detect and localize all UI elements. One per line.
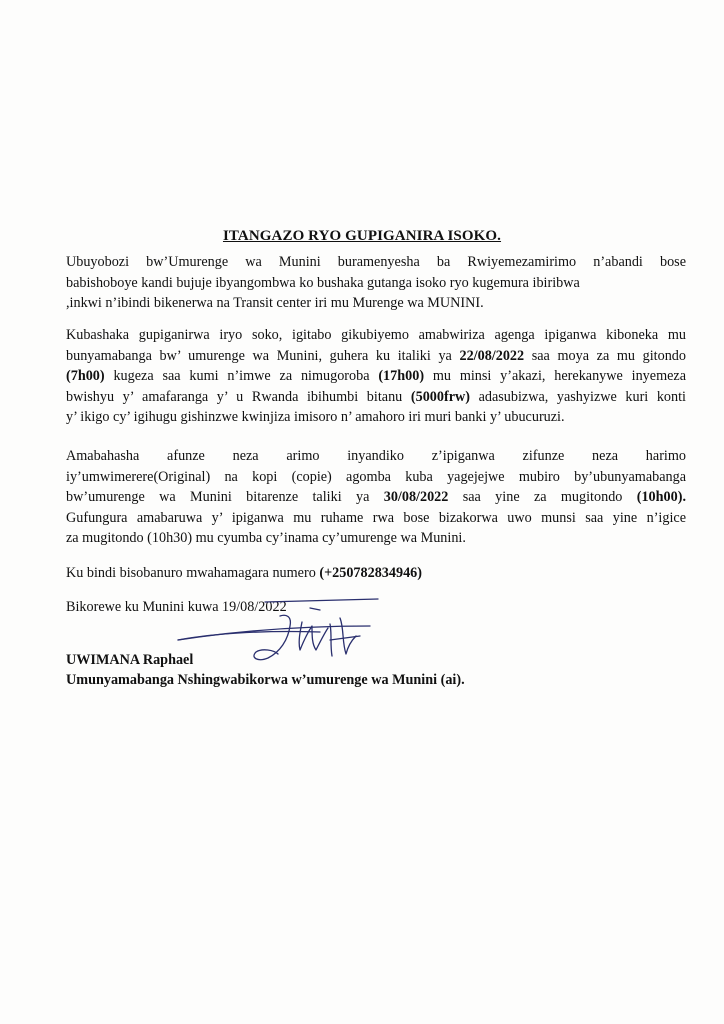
paragraph-contact — [66, 563, 686, 584]
signatory-name: UWIMANA Raphael — [66, 652, 194, 668]
deadline-time: (10h00). — [636, 489, 686, 505]
start-date: 22/08/2022 — [459, 347, 525, 364]
closing-time: (17h00) — [378, 368, 425, 384]
fee-amount: (5000frw) — [410, 388, 470, 405]
paragraph-line: ,inkwi n’ibindi bikenerwa na Transit center iri mu Murenge wa MUNINI. — [66, 295, 484, 311]
paragraph-line: babishoboye kandi bujuje ibyangombwa ko bushaka gutanga isoko ryo kugemura ibiribwa — [66, 274, 580, 291]
paragraph-line: Kubashaka gupiganirwa iryo soko, igitabo gikubiyemo amabwiriza agenga ipiganwa kiboneka mu — [66, 327, 686, 343]
paragraph-tender-documents — [66, 325, 686, 428]
paragraph-line — [66, 366, 686, 387]
text-fragment: bwishyu y’ amafaranga y’ u Rwanda ibihumbi bitanu — [66, 388, 411, 405]
paragraph-line — [66, 487, 686, 508]
contact-text: Ku bindi bisobanuro mwahamagara numero — [66, 565, 320, 581]
signatory-position: Umunyamabanga Nshingwabikorwa w’umurenge wa Munini (ai). — [66, 672, 465, 688]
paragraph-line: Gufungura amabaruwa y’ ipiganwa mu ruhame rwa bose bizakorwa uwo munsi saa yine n’igice — [66, 509, 686, 526]
text-fragment: saa yine za mugitondo — [448, 489, 637, 505]
text-fragment: kugeza saa kumi n’imwe za nimugoroba — [104, 368, 379, 384]
paragraph-submission — [66, 446, 686, 549]
paragraph-announcement — [66, 252, 686, 314]
paragraph-line: iy’umwimerere(Original) na kopi (copie) agomba kuba yagejejwe mubiro by’ubunyamabanga — [66, 468, 686, 485]
handwritten-signature — [170, 596, 400, 676]
text-fragment: bunyamabanga bw’ umurenge wa Munini, guhera ku italiki ya — [66, 347, 460, 364]
text-fragment: saa moya za mu gitondo — [524, 347, 686, 364]
paragraph-line — [66, 346, 686, 367]
deadline-date: 30/08/2022 — [383, 489, 449, 505]
document-title: ITANGAZO RYO GUPIGANIRA ISOKO. — [222, 228, 502, 244]
dateline-text: Bikorewe ku Munini kuwa 19/08/2022 — [66, 599, 287, 615]
text-fragment: mu minsi y’akazi, herekanywe inyemeza — [424, 368, 686, 384]
paragraph-line — [66, 563, 686, 584]
paragraph-line: Amabahasha afunze neza arimo inyandiko z’ipiganwa zifunze neza harimo — [66, 448, 686, 464]
paragraph-line — [66, 387, 686, 408]
paragraph-line: za mugitondo (10h30) mu cyumba cy’inama cy’umurenge wa Munini. — [66, 530, 466, 546]
text-fragment: bw’umurenge wa Munini bitarenze taliki ya — [66, 489, 384, 505]
paragraph-line: y’ ikigo cy’ igihugu gishinzwe kwinjiza imisoro n’ amahoro iri muri banki y’ ubucuruzi. — [66, 409, 565, 425]
contact-phone: (+250782834946) — [319, 565, 423, 581]
text-fragment: adasubizwa, yashyizwe kuri konti — [469, 388, 686, 405]
paragraph-line: Ubuyobozi bw’Umurenge wa Munini buramenyesha ba Rwiyemezamirimo n’abandi bose — [66, 254, 686, 270]
opening-time: (7h00) — [66, 368, 105, 384]
